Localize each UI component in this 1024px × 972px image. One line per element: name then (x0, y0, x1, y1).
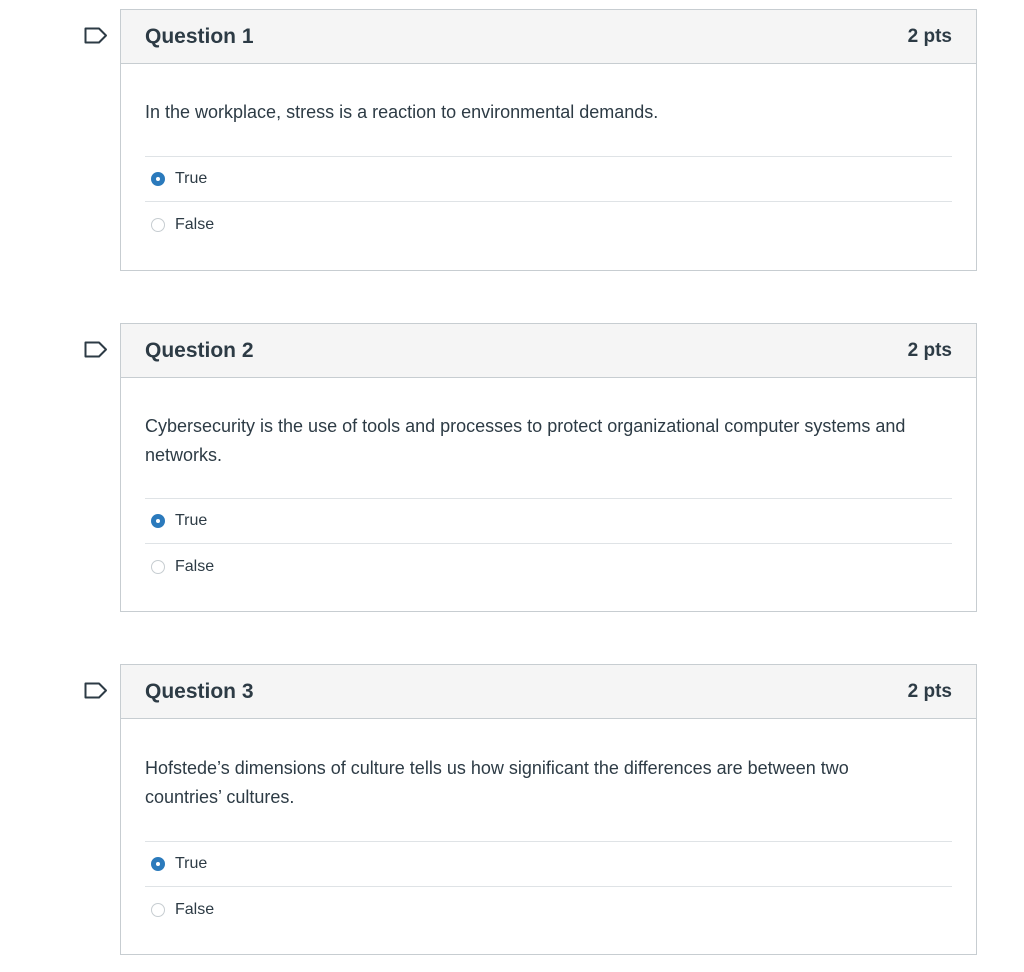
question-text: Cybersecurity is the use of tools and processes to protect organizational computer systems and networks. (145, 416, 906, 465)
answer-true[interactable] (145, 842, 952, 887)
answer-label: False (175, 215, 215, 233)
question-title: Question 1 (145, 24, 254, 48)
question-header (121, 324, 976, 378)
question-header (121, 10, 976, 64)
question-1 (120, 9, 977, 271)
radio-unselected-icon[interactable] (151, 560, 165, 574)
answer-list (145, 156, 952, 247)
question-title: Question 3 (145, 679, 254, 703)
radio-selected-icon[interactable] (151, 857, 165, 871)
question-points: 2 pts (907, 680, 952, 702)
question-text: Hofstede’s dimensions of culture tells us how significant the differences are between two countries’ cultures. (145, 758, 849, 807)
answer-false[interactable] (145, 544, 952, 589)
radio-selected-icon[interactable] (151, 514, 165, 528)
question-points: 2 pts (907, 339, 952, 361)
question-points: 2 pts (907, 25, 952, 47)
radio-unselected-icon[interactable] (151, 218, 165, 232)
question-body (121, 64, 976, 247)
question-text: In the workplace, stress is a reaction to environmental demands. (145, 102, 659, 122)
question-body (121, 719, 976, 932)
answer-label: True (175, 512, 208, 529)
question-title: Question 2 (145, 338, 254, 362)
answer-list (145, 841, 952, 932)
answer-label: False (175, 900, 215, 918)
answer-false[interactable] (145, 887, 952, 932)
answer-list (145, 498, 952, 589)
radio-selected-icon[interactable] (151, 172, 165, 186)
question-2 (120, 323, 977, 612)
answer-false[interactable] (145, 202, 952, 247)
question-3 (120, 664, 977, 955)
flag-question-icon[interactable] (84, 341, 108, 358)
answer-true[interactable] (145, 499, 952, 544)
flag-question-icon[interactable] (84, 27, 108, 44)
question-body (121, 378, 976, 589)
answer-label: False (175, 557, 215, 575)
flag-question-icon[interactable] (84, 682, 108, 699)
answer-label: True (175, 170, 208, 187)
answer-true[interactable] (145, 157, 952, 202)
radio-unselected-icon[interactable] (151, 903, 165, 917)
question-header (121, 665, 976, 719)
answer-label: True (175, 855, 208, 872)
